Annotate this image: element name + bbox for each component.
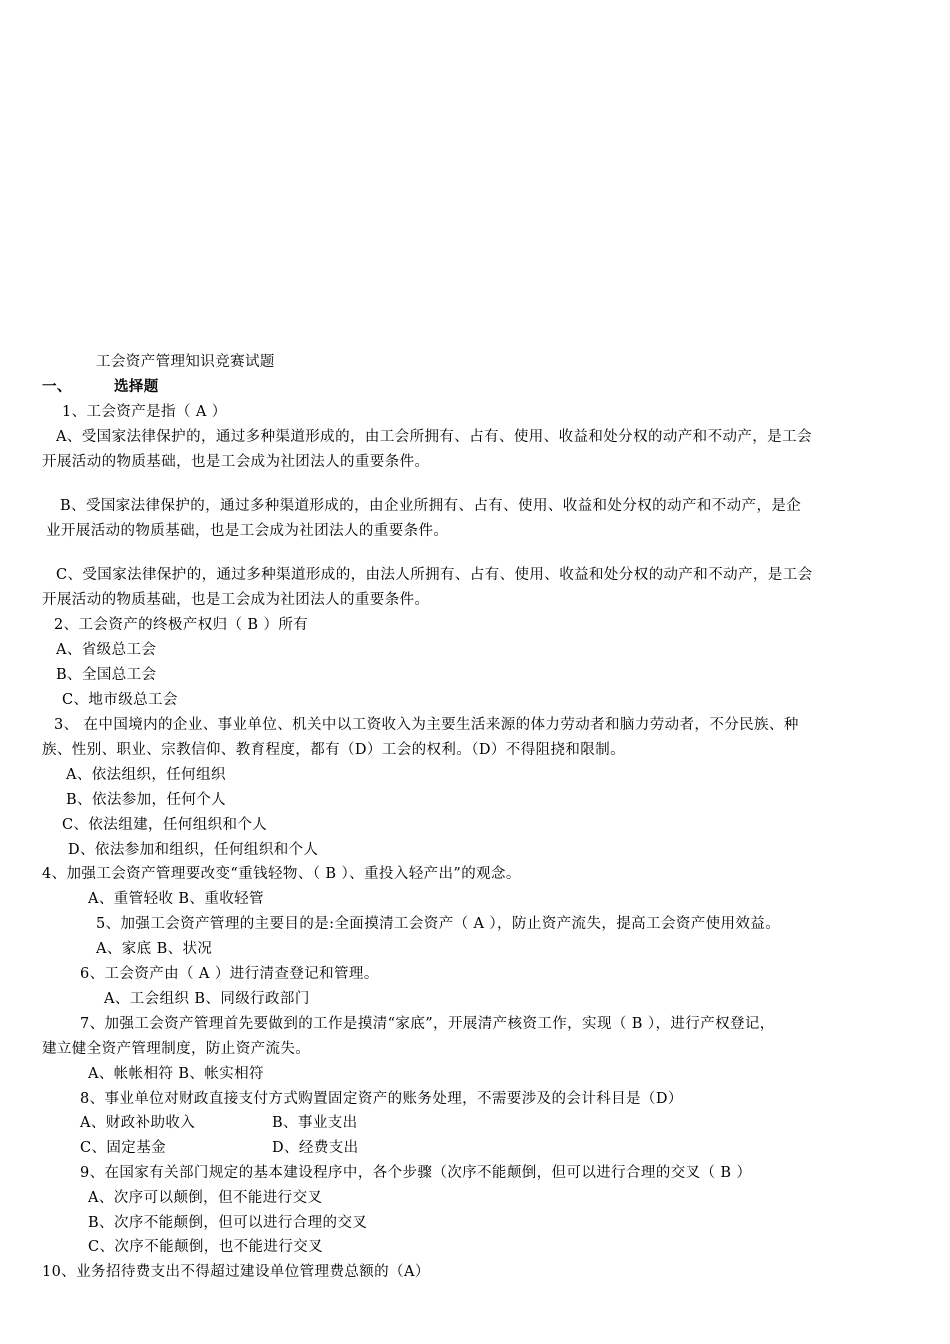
option-line: A、重管轻收 B、重收轻管	[88, 891, 264, 907]
option-line: C、受国家法律保护的，通过多种渠道形成的，由法人所拥有、占有、使用、收益和处分权的动产和不动产，是工会	[56, 567, 813, 583]
question-8: 8、事业单位对财政直接支付方式购置固定资产的账务处理，不需要涉及的会计科目是（D）	[80, 1091, 683, 1107]
question-line: 族、性别、职业、宗教信仰、教育程度，都有（D）工会的权利。（D）不得阻挠和限制。	[42, 742, 625, 758]
question-4: 4、加强工会资产管理要改变“重钱轻物、（ B ）、重投入轻产出”的观念。	[42, 866, 521, 882]
option-line: 开展活动的物质基础，也是工会成为社团法人的重要条件。	[42, 592, 430, 608]
option-line: A、次序可以颠倒，但不能进行交叉	[88, 1190, 323, 1206]
section-title: 选择题	[114, 378, 159, 395]
option-line: A、财政补助收入	[80, 1115, 196, 1131]
option-line: A、工会组织 B、同级行政部门	[104, 991, 310, 1007]
question-3: 3、 在中国境内的企业、事业单位、机关中以工资收入为主要生活来源的体力劳动者和脑力劳动者，不分民族、种	[54, 717, 799, 733]
option-line: C、固定基金	[80, 1140, 166, 1156]
question-1: 1、工会资产是指（ A ）	[62, 404, 227, 420]
option-line: B、依法参加，任何个人	[66, 792, 227, 808]
option-line: A、受国家法律保护的，通过多种渠道形成的，由工会所拥有、占有、使用、收益和处分权的动产和不动产，是工会	[56, 429, 812, 445]
option-line: B、事业支出	[272, 1115, 358, 1131]
document-title: 工会资产管理知识竞赛试题	[96, 354, 275, 370]
question-7: 7、加强工会资产管理首先要做到的工作是摸清“家底”，开展清产核资工作，实现（ B ），进行产权登记，	[80, 1016, 775, 1032]
question-6: 6、工会资产由（ A ）进行清查登记和管理。	[80, 966, 379, 982]
question-10: 10、业务招待费支出不得超过建设单位管理费总额的（A）	[42, 1264, 430, 1280]
option-line: D、经费支出	[272, 1140, 359, 1156]
option-line: D、依法参加和组织，任何组织和个人	[68, 842, 319, 858]
option-line: C、地市级总工会	[62, 692, 178, 708]
question-9: 9、在国家有关部门规定的基本建设程序中，各个步骤（次序不能颠倒，但可以进行合理的交叉（ B ）	[80, 1165, 752, 1181]
option-line: B、受国家法律保护的，通过多种渠道形成的，由企业所拥有、占有、使用、收益和处分权的动产和不动产，是企	[60, 498, 802, 514]
question-5: 5、加强工会资产管理的主要目的是:全面摸清工会资产（ A ），防止资产流失，提高工会资产使用效益。	[96, 916, 781, 932]
question-2: 2、工会资产的终极产权归（ B ）所有	[54, 617, 309, 633]
option-line: B、次序不能颠倒，但可以进行合理的交叉	[88, 1215, 368, 1231]
section-number: 一、	[42, 378, 72, 395]
option-line: A、家底 B、状况	[96, 941, 213, 957]
option-line: C、依法组建，任何组织和个人	[62, 817, 268, 833]
option-line: 开展活动的物质基础，也是工会成为社团法人的重要条件。	[42, 454, 430, 470]
question-line: 建立健全资产管理制度，防止资产流失。	[42, 1041, 311, 1057]
option-line: A、省级总工会	[56, 642, 157, 658]
option-line: C、次序不能颠倒，也不能进行交叉	[88, 1239, 323, 1255]
option-line: A、依法组织，任何组织	[66, 767, 226, 783]
option-line: A、帐帐相符 B、帐实相符	[88, 1066, 264, 1082]
option-line: 业开展活动的物质基础，也是工会成为社团法人的重要条件。	[46, 523, 449, 539]
option-line: B、全国总工会	[56, 667, 157, 683]
